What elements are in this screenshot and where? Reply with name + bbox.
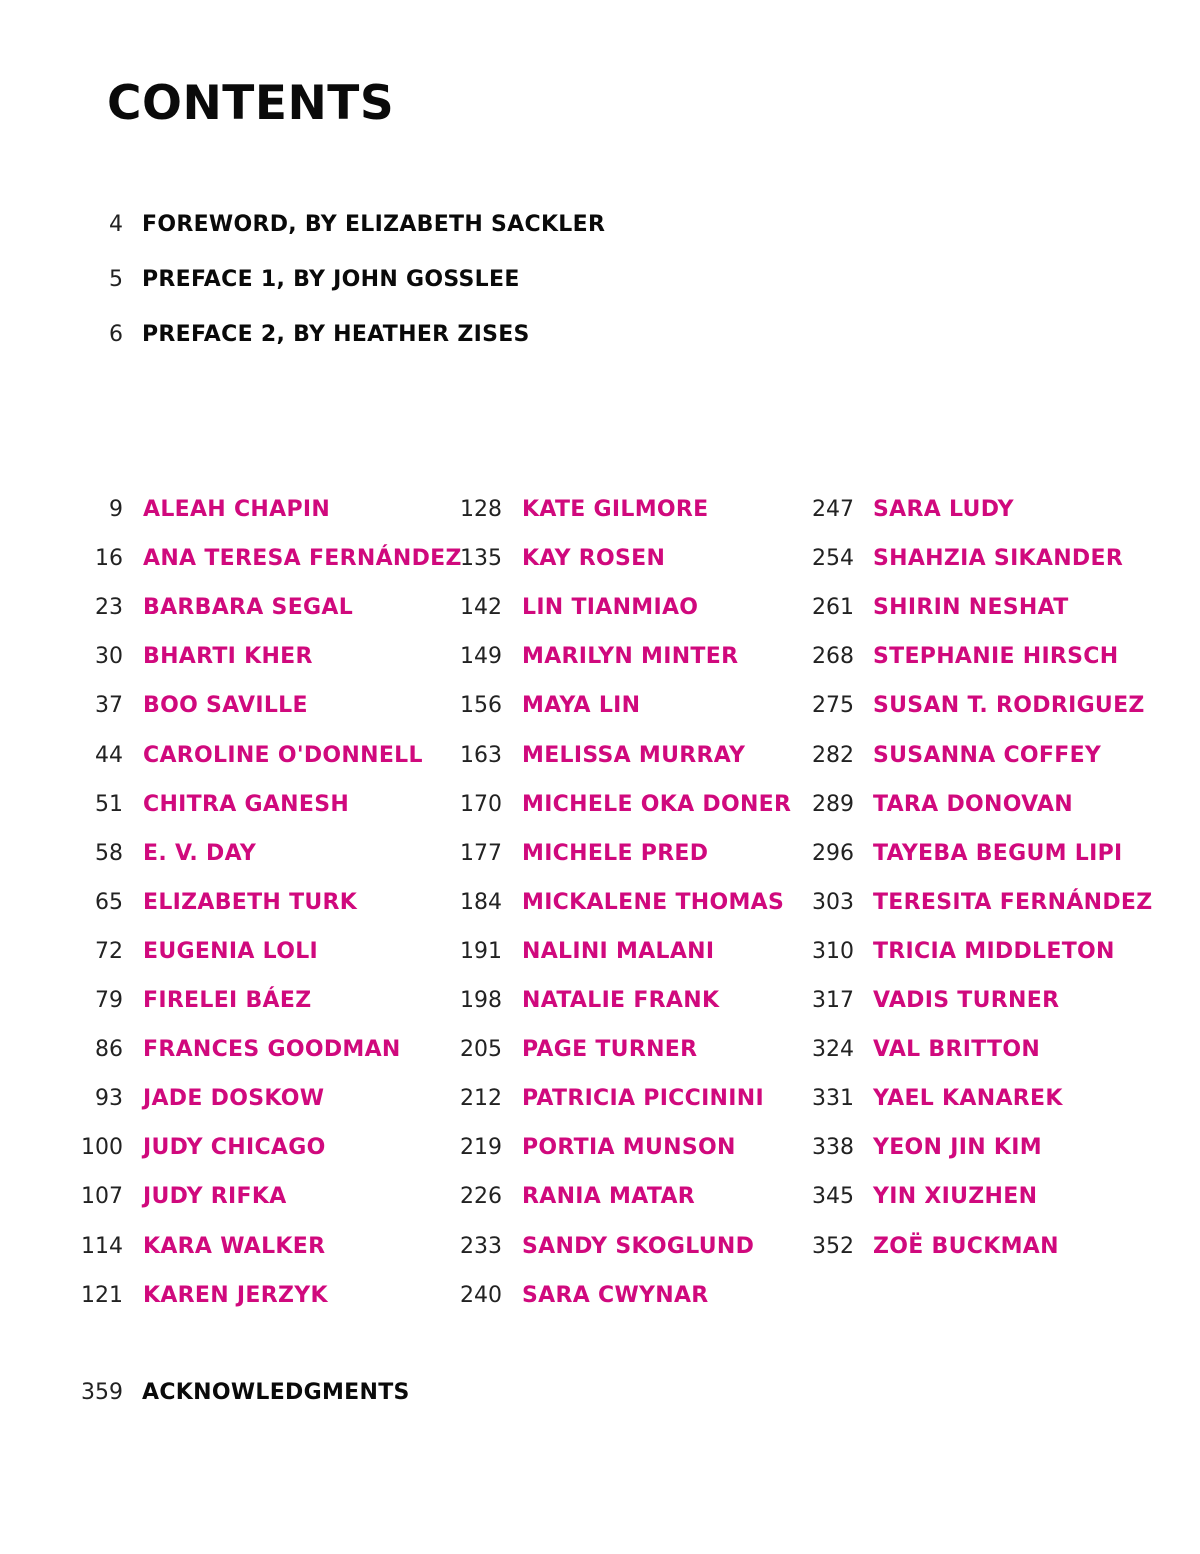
page-number: 93 xyxy=(95,1086,123,1112)
artist-name: NATALIE FRANK xyxy=(522,988,720,1013)
page-number: 16 xyxy=(95,546,123,572)
artist-name: SUSANNA COFFEY xyxy=(873,742,1102,768)
page-number: 9 xyxy=(109,497,123,522)
toc-entry-artist[interactable] xyxy=(0,546,1123,571)
artist-name: TARA DONOVAN xyxy=(873,791,1074,817)
artist-name: SHAHZIA SIKANDER xyxy=(873,546,1124,572)
page-number: 37 xyxy=(95,693,123,719)
toc-entry-acknowledgments[interactable] xyxy=(0,1380,410,1405)
page-number: 128 xyxy=(460,497,502,522)
artist-name: FRANCES GOODMAN xyxy=(143,1037,401,1063)
page-number: 30 xyxy=(95,644,123,670)
page-number: 149 xyxy=(460,644,502,670)
artist-name: MICKALENE THOMAS xyxy=(522,889,785,915)
page-number: 310 xyxy=(812,938,854,964)
page-number: 338 xyxy=(812,1135,854,1161)
artist-name: PATRICIA PICCININI xyxy=(522,1086,764,1112)
artist-name: BHARTI KHER xyxy=(143,644,313,670)
artist-name: MAYA LIN xyxy=(522,693,641,719)
artist-name: SANDY SKOGLUND xyxy=(522,1233,755,1259)
page-number: 177 xyxy=(460,840,502,866)
artist-name: ZOË BUCKMAN xyxy=(873,1233,1059,1259)
artist-name: ANA TERESA FERNÁNDEZ xyxy=(143,546,462,572)
page-number: 331 xyxy=(812,1086,854,1112)
toc-entry-artist[interactable] xyxy=(0,890,1153,915)
page-number: 6 xyxy=(109,322,123,347)
artist-name: MARILYN MINTER xyxy=(522,644,739,670)
entry-title: PREFACE 2, BY HEATHER ZISES xyxy=(142,322,530,347)
artist-name: SARA CWYNAR xyxy=(522,1282,709,1308)
page-number: 254 xyxy=(812,546,854,572)
artist-name: JADE DOSKOW xyxy=(143,1086,325,1112)
toc-entry-artist[interactable] xyxy=(0,1283,709,1308)
artist-name: SARA LUDY xyxy=(873,497,1014,522)
artist-name: E. V. DAY xyxy=(143,840,257,866)
page-number: 135 xyxy=(460,546,502,572)
artist-name: TAYEBA BEGUM LIPI xyxy=(873,840,1123,866)
artist-name: ELIZABETH TURK xyxy=(143,889,358,915)
artist-name: TERESITA FERNÁNDEZ xyxy=(873,889,1153,915)
page-number: 296 xyxy=(812,840,854,866)
artist-name: YIN XIUZHEN xyxy=(873,1184,1038,1210)
toc-entry-artist[interactable] xyxy=(0,743,1101,768)
artist-name: MELISSA MURRAY xyxy=(522,742,746,768)
toc-entry-preface-2[interactable] xyxy=(0,322,530,347)
entry-title: PREFACE 1, BY JOHN GOSSLEE xyxy=(142,267,520,292)
page-number: 114 xyxy=(81,1233,123,1259)
toc-entry-artist[interactable] xyxy=(0,841,1123,866)
page-number: 212 xyxy=(460,1086,502,1112)
page-number: 268 xyxy=(812,644,854,670)
artist-name: VADIS TURNER xyxy=(873,988,1060,1013)
artist-name: CHITRA GANESH xyxy=(143,791,350,817)
page-number: 51 xyxy=(95,791,123,817)
toc-entry-artist[interactable] xyxy=(0,1184,1037,1209)
artist-name: YEON JIN KIM xyxy=(873,1135,1042,1161)
toc-entry-artist[interactable] xyxy=(0,792,1073,817)
page-number: 65 xyxy=(95,889,123,915)
page-number: 72 xyxy=(95,938,123,964)
artist-name: YAEL KANAREK xyxy=(873,1086,1063,1112)
entry-title: FOREWORD, BY ELIZABETH SACKLER xyxy=(142,212,606,237)
page-number: 163 xyxy=(460,742,502,768)
page-number: 79 xyxy=(95,988,123,1013)
artist-name: MICHELE OKA DONER xyxy=(522,791,792,817)
artist-name: SUSAN T. RODRIGUEZ xyxy=(873,693,1145,719)
page-number: 219 xyxy=(460,1135,502,1161)
toc-entry-artist[interactable] xyxy=(0,1234,1059,1259)
page-title: CONTENTS xyxy=(107,76,395,131)
page-number: 345 xyxy=(812,1184,854,1210)
page-number: 275 xyxy=(812,693,854,719)
page-number: 86 xyxy=(95,1037,123,1063)
page-number: 261 xyxy=(812,595,854,621)
page-number: 5 xyxy=(109,267,123,292)
page-number: 156 xyxy=(460,693,502,719)
artist-name: EUGENIA LOLI xyxy=(143,938,319,964)
page-number: 142 xyxy=(460,595,502,621)
toc-entry-artist[interactable] xyxy=(0,693,1145,718)
page-number: 198 xyxy=(460,988,502,1013)
artist-name: JUDY RIFKA xyxy=(143,1184,287,1210)
artist-name: JUDY CHICAGO xyxy=(143,1135,326,1161)
page-number: 191 xyxy=(460,938,502,964)
page-number: 317 xyxy=(812,988,854,1013)
page-number: 121 xyxy=(81,1282,123,1308)
artist-name: ALEAH CHAPIN xyxy=(143,497,331,522)
artist-name: FIRELEI BÁEZ xyxy=(143,988,312,1013)
page-number: 23 xyxy=(95,595,123,621)
artist-name: SHIRIN NESHAT xyxy=(873,595,1069,621)
page-number: 324 xyxy=(812,1037,854,1063)
page-number: 44 xyxy=(95,742,123,768)
page-number: 100 xyxy=(81,1135,123,1161)
toc-entry-artist[interactable] xyxy=(0,1135,1042,1160)
page-number: 170 xyxy=(460,791,502,817)
toc-entry-artist[interactable] xyxy=(0,595,1069,620)
page-number: 233 xyxy=(460,1233,502,1259)
page-number: 226 xyxy=(460,1184,502,1210)
artist-name: PORTIA MUNSON xyxy=(522,1135,736,1161)
page-number: 107 xyxy=(81,1184,123,1210)
toc-entry-artist[interactable] xyxy=(0,497,1014,522)
toc-entry-preface-1[interactable] xyxy=(0,267,520,292)
page-number: 359 xyxy=(81,1380,123,1405)
artist-name: BARBARA SEGAL xyxy=(143,595,354,621)
artist-name: NALINI MALANI xyxy=(522,938,715,964)
page-number: 352 xyxy=(812,1233,854,1259)
toc-entry-artist[interactable] xyxy=(0,1086,1063,1111)
artist-name: VAL BRITTON xyxy=(873,1037,1041,1063)
toc-entry-artist[interactable] xyxy=(0,988,1059,1013)
page-number: 247 xyxy=(812,497,854,522)
artist-name: MICHELE PRED xyxy=(522,840,709,866)
page-number: 289 xyxy=(812,791,854,817)
artist-name: RANIA MATAR xyxy=(522,1184,696,1210)
page-number: 240 xyxy=(460,1282,502,1308)
page-number: 205 xyxy=(460,1037,502,1063)
artist-name: LIN TIANMIAO xyxy=(522,595,699,621)
artist-name: KARA WALKER xyxy=(143,1233,326,1259)
artist-name: PAGE TURNER xyxy=(522,1037,698,1063)
page-number: 58 xyxy=(95,840,123,866)
toc-entry-artist[interactable] xyxy=(0,644,1118,669)
artist-name: TRICIA MIDDLETON xyxy=(873,938,1115,964)
artist-name: KAREN JERZYK xyxy=(143,1282,328,1308)
artist-name: KAY ROSEN xyxy=(522,546,666,572)
toc-entry-artist[interactable] xyxy=(0,1037,1040,1062)
entry-title: ACKNOWLEDGMENTS xyxy=(142,1380,410,1405)
page-number: 303 xyxy=(812,889,854,915)
page-number: 282 xyxy=(812,742,854,768)
artist-name: BOO SAVILLE xyxy=(143,693,308,719)
toc-entry-artist[interactable] xyxy=(0,939,1115,964)
toc-entry-foreword[interactable] xyxy=(0,212,605,237)
artist-name: STEPHANIE HIRSCH xyxy=(873,644,1119,670)
page-number: 184 xyxy=(460,889,502,915)
page-number: 4 xyxy=(109,212,123,237)
artist-name: KATE GILMORE xyxy=(522,497,709,522)
artist-name: CAROLINE O'DONNELL xyxy=(143,742,423,768)
